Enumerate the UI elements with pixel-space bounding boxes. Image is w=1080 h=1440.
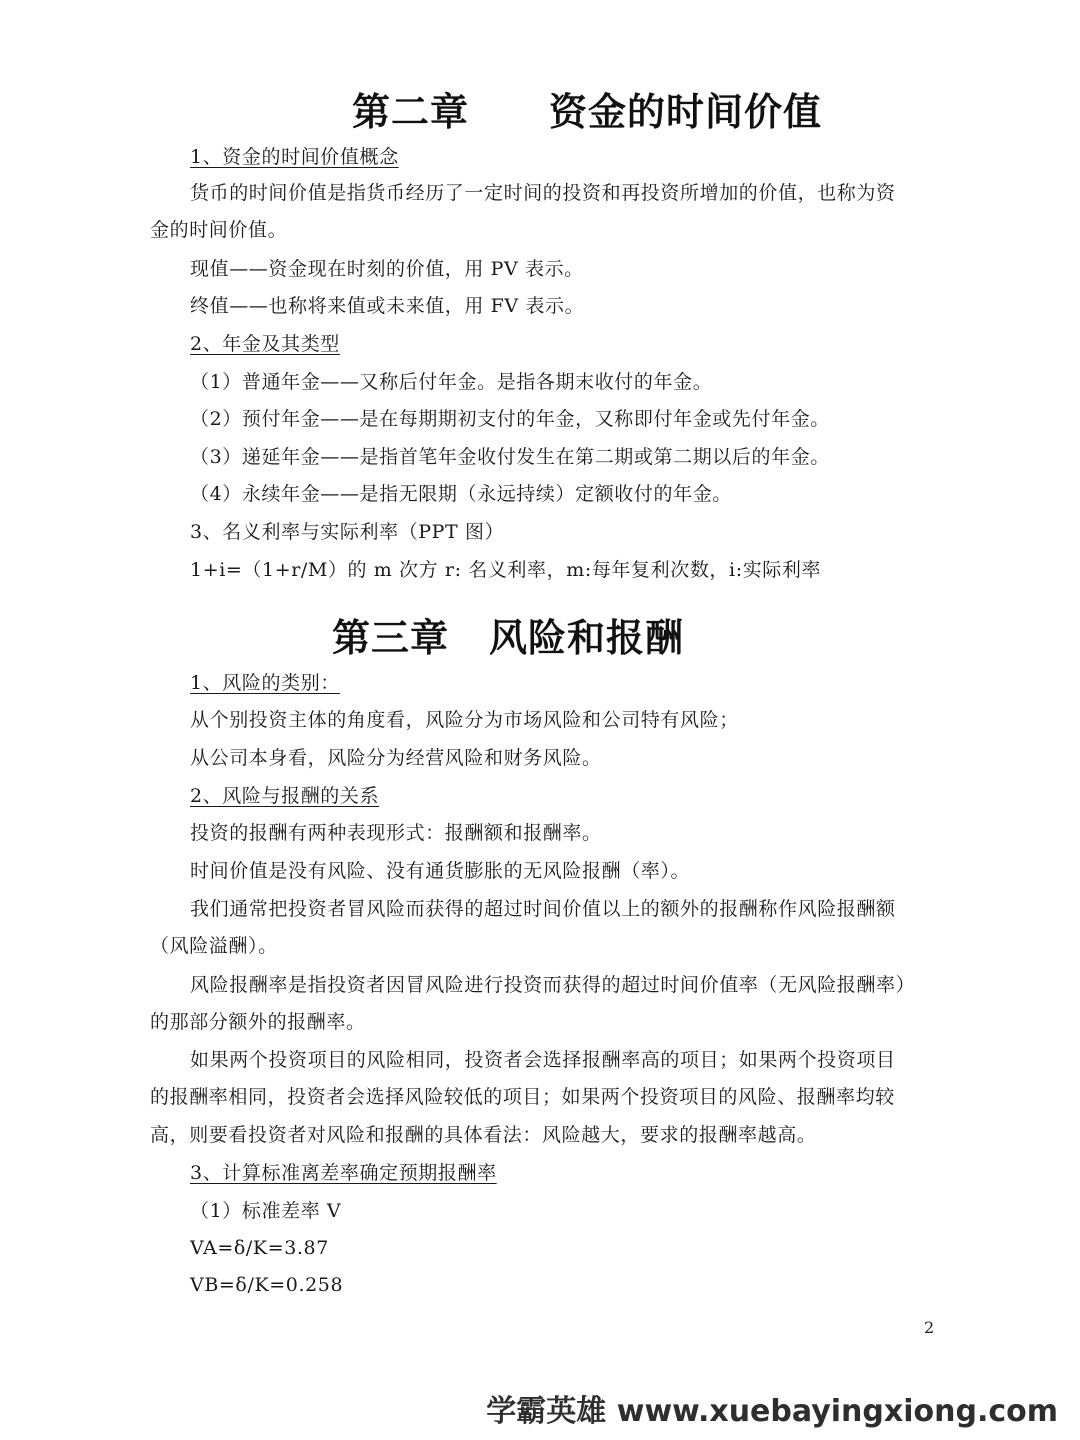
chapter-3-number: 第三章 [332, 616, 450, 660]
chapter-2-name: 资金的时间价值 [549, 90, 823, 134]
ch3-relation-1: 投资的报酬有两种表现形式：报酬额和报酬率。 [190, 822, 602, 844]
ch2-paragraph-1-line-1: 货币的时间价值是指货币经历了一定时间的投资和再投资所增加的价值，也称为资 [190, 182, 896, 204]
ch3-section-2-heading: 2、风险与报酬的关系 [190, 785, 380, 807]
ch2-paragraph-1-line-2: 金的时间价值。 [150, 219, 288, 241]
ch3-risk-type-2: 从公司本身看，风险分为经营风险和财务风险。 [190, 747, 602, 769]
ch3-relation-5-line-3: 高，则要看投资者对风险和报酬的具体看法：风险越大，要求的报酬率越高。 [150, 1124, 817, 1146]
ch2-annuity-4: （4）永续年金——是指无限期（永远持续）定额收付的年金。 [190, 483, 732, 505]
ch3-relation-2: 时间价值是没有风险、没有通货膨胀的无风险报酬（率）。 [190, 860, 691, 882]
ch2-pv-definition: 现值——资金现在时刻的价值，用 PV 表示。 [190, 258, 584, 280]
ch3-va-formula: VA=δ/K=3.87 [190, 1237, 329, 1259]
ch2-annuity-1: （1）普通年金——又称后付年金。是指各期末收付的年金。 [190, 371, 713, 393]
chapter-2-number: 第二章 [352, 90, 470, 134]
ch2-section-3-heading: 3、名义利率与实际利率（PPT 图） [190, 521, 505, 543]
ch3-section-3-heading: 3、计算标准离差率确定预期报酬率 [190, 1162, 497, 1184]
ch3-vb-formula: VB=δ/K=0.258 [190, 1274, 344, 1296]
chapter-2-title [352, 88, 822, 136]
chapter-3-name: 风险和报酬 [489, 616, 685, 660]
ch3-section-1-heading: 1、风险的类别： [190, 672, 340, 694]
ch3-relation-3-line-2: （风险溢酬）。 [150, 935, 278, 957]
ch2-annuity-3: （3）递延年金——是指首笔年金收付发生在第二期或第二期以后的年金。 [190, 446, 830, 468]
ch3-relation-5-line-1: 如果两个投资项目的风险相同，投资者会选择报酬率高的项目；如果两个投资项目 [190, 1049, 896, 1071]
ch2-interest-formula: 1+i=（1+r/M）的 m 次方 r: 名义利率，m:每年复利次数，i:实际利率 [190, 559, 822, 581]
ch3-relation-5-line-2: 的报酬率相同，投资者会选择风险较低的项目；如果两个投资项目的风险、报酬率均较 [150, 1086, 895, 1108]
ch2-section-2-heading: 2、年金及其类型 [190, 333, 340, 355]
page-number: 2 [924, 1318, 935, 1337]
ch2-section-1-heading: 1、资金的时间价值概念 [190, 146, 399, 168]
ch3-relation-4-line-1: 风险报酬率是指投资者因冒风险进行投资而获得的超过时间价值率（无风险报酬率） [190, 974, 916, 996]
ch3-risk-type-1: 从个别投资主体的角度看，风险分为市场风险和公司特有风险； [190, 709, 739, 731]
chapter-3-title [332, 614, 684, 662]
ch3-relation-3-line-1: 我们通常把投资者冒风险而获得的超过时间价值以上的额外的报酬称作风险报酬额 [190, 898, 896, 920]
ch3-relation-4-line-2: 的那部分额外的报酬率。 [150, 1011, 366, 1033]
ch3-std-deviation-heading: （1）标准差率 V [190, 1200, 342, 1222]
ch2-annuity-2: （2）预付年金——是在每期期初支付的年金，又称即付年金或先付年金。 [190, 408, 830, 430]
watermark: 学霸英雄 www.xuebayingxiong.com [486, 1394, 1058, 1429]
ch2-fv-definition: 终值——也称将来值或未来值，用 FV 表示。 [190, 295, 585, 317]
